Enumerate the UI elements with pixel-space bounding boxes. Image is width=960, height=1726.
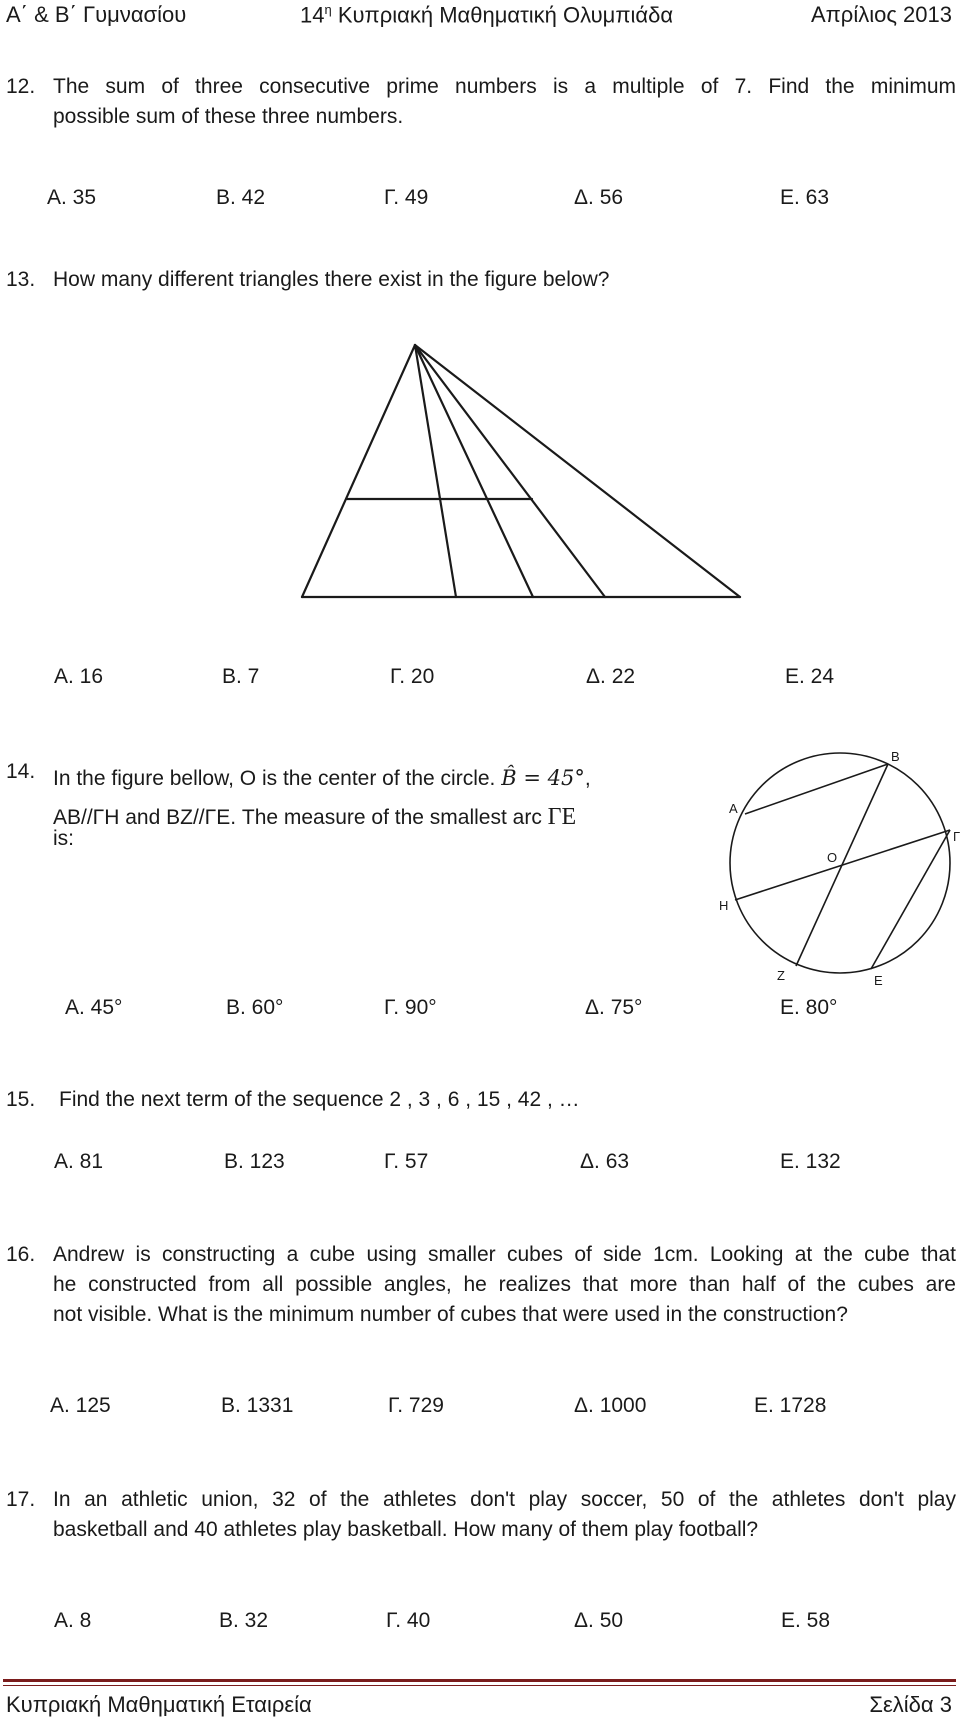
label-g: Γ (953, 829, 960, 844)
question-text-line: The sum of three consecutive prime numbers is a multiple of 7. Find the minimum (53, 75, 956, 98)
option-e[interactable]: Ε. 132 (780, 1150, 841, 1173)
label-h: H (719, 898, 729, 913)
question-text-line: basketball and 40 athletes play basketball. How many of them play football? (53, 1518, 759, 1541)
option-b[interactable]: Β. 123 (224, 1150, 285, 1173)
chord-bz (796, 764, 888, 966)
page-number: Σελίδα 3 (869, 1692, 952, 1717)
chord-ab (745, 764, 888, 814)
text-segment: ΑΒ//ΓΗ and ΒΖ//ΓΕ. The measure of the smallest arc (53, 806, 548, 829)
option-e[interactable]: Ε. 80° (780, 996, 838, 1019)
option-b[interactable]: Β. 7 (222, 665, 260, 688)
footer-rule-thin (3, 1685, 956, 1686)
question-17 (6, 1485, 956, 1545)
question-16 (6, 1240, 956, 1330)
arc-label: ΓΕ (547, 804, 577, 830)
option-c[interactable]: Γ. 57 (384, 1150, 429, 1173)
text-segment: In the figure bellow, O is the center of the circle. (53, 767, 502, 790)
question-text-line: possible sum of these three numbers. (53, 105, 404, 128)
footer-rule (3, 1679, 956, 1682)
question-text-line: is: (53, 827, 74, 850)
option-a[interactable]: Α. 35 (47, 186, 97, 209)
option-c[interactable]: Γ. 90° (384, 996, 437, 1019)
question-text (53, 1240, 956, 1330)
question-text-line: not visible. What is the minimum number of cubes that were used in the construction? (53, 1303, 848, 1326)
question-number: 14. (6, 760, 36, 783)
question-15 (6, 1085, 956, 1115)
option-e[interactable]: Ε. 24 (785, 665, 835, 688)
label-o: O (827, 850, 838, 865)
option-b[interactable]: Β. 60° (226, 996, 284, 1019)
option-c[interactable]: Γ. 49 (384, 186, 429, 209)
option-a[interactable]: Α. 125 (50, 1394, 111, 1417)
header-left: Α΄ & Β΄ Γυμνασίου (6, 2, 187, 27)
label-a: A (729, 801, 738, 816)
question-number: 12. (6, 75, 36, 98)
footer-left: Κυπριακή Μαθηματική Εταιρεία (6, 1692, 312, 1717)
option-b[interactable]: Β. 42 (216, 186, 266, 209)
option-a[interactable]: Α. 16 (54, 665, 104, 688)
option-d[interactable]: Δ. 75° (585, 996, 643, 1019)
question-number: 15. (6, 1088, 36, 1111)
option-d[interactable]: Δ. 50 (574, 1609, 624, 1632)
option-d[interactable]: Δ. 56 (574, 186, 624, 209)
option-d[interactable]: Δ. 22 (586, 665, 636, 688)
option-a[interactable]: Α. 8 (54, 1609, 92, 1632)
option-c[interactable]: Γ. 729 (388, 1394, 444, 1417)
option-a[interactable]: Α. 45° (65, 996, 123, 1019)
option-d[interactable]: Δ. 1000 (574, 1394, 647, 1417)
option-a[interactable]: Α. 81 (54, 1150, 104, 1173)
option-b[interactable]: Β. 1331 (221, 1394, 294, 1417)
label-b: B (891, 749, 900, 764)
option-e[interactable]: Ε. 1728 (754, 1394, 827, 1417)
circle-outline (730, 753, 950, 973)
question-number: 17. (6, 1488, 36, 1511)
header-ordinal: η (324, 2, 332, 17)
question-number: 13. (6, 268, 36, 291)
option-c[interactable]: Γ. 20 (390, 665, 435, 688)
question-text-line: In an athletic union, 32 of the athletes don't play soccer, 50 of the athletes don't play (53, 1488, 956, 1511)
question-text: Find the next term of the sequence 2 , 3 , 6 , 15 , 42 , … (59, 1088, 580, 1111)
angle-expression: B̂ = 45° (501, 766, 585, 790)
option-c[interactable]: Γ. 40 (386, 1609, 431, 1632)
option-b[interactable]: Β. 32 (219, 1609, 269, 1632)
label-e: E (874, 973, 883, 988)
option-e[interactable]: Ε. 63 (780, 186, 830, 209)
question-text (53, 1485, 956, 1545)
header-olympiad-title: Κυπριακή Μαθηματική Ολυμπιάδα (337, 2, 674, 28)
question-number: 16. (6, 1243, 36, 1266)
header-olympiad-number: 14 (300, 2, 325, 28)
header-right: Απρίλιος 2013 (810, 2, 952, 27)
label-z: Z (777, 968, 785, 983)
option-e[interactable]: Ε. 58 (781, 1609, 831, 1632)
text-segment: , (584, 767, 591, 790)
question-text-line: Andrew is constructing a cube using smaller cubes of side 1cm. Looking at the cube that (53, 1243, 956, 1266)
question-text: How many different triangles there exist in the figure below? (53, 268, 610, 291)
option-d[interactable]: Δ. 63 (580, 1150, 630, 1173)
question-text-line: he constructed from all possible angles, he realizes that more than half of the cubes are (53, 1273, 956, 1296)
